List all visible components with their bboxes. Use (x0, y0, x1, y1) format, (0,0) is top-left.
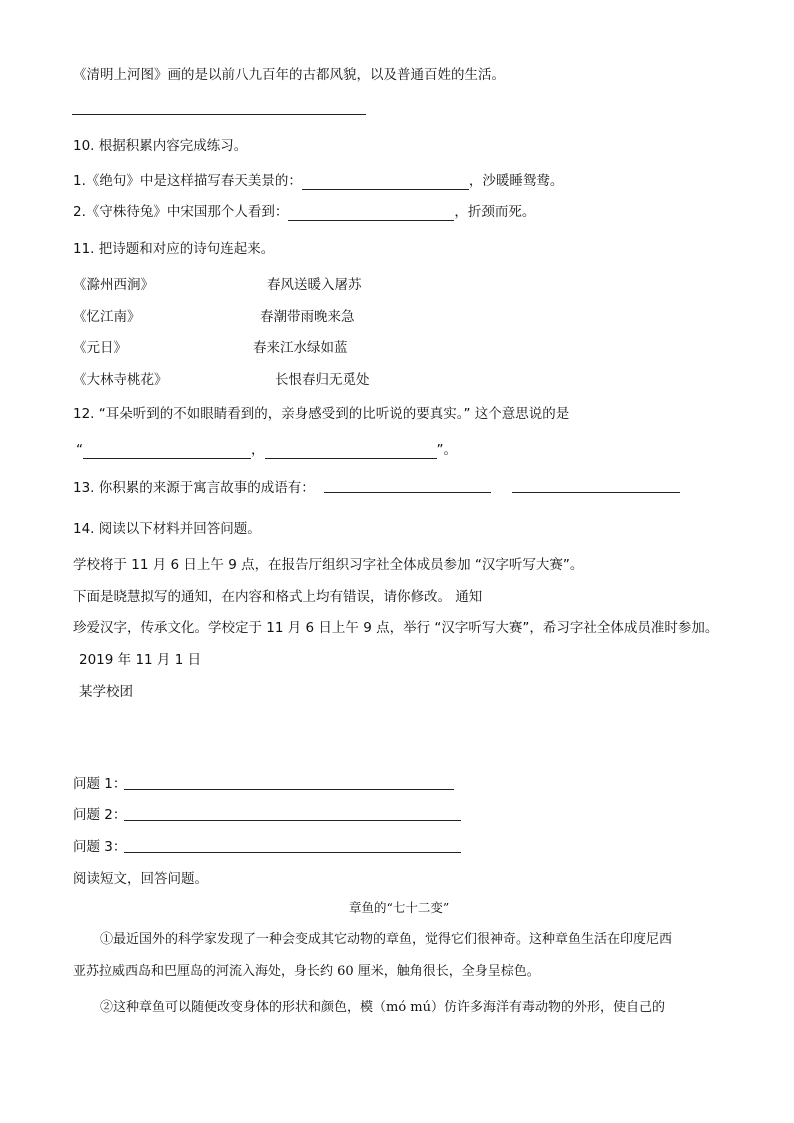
problem-label: 问题 1： (73, 776, 127, 792)
material-paragraph: 下面是晓慧拟写的通知，在内容和格式上均有错误，请你修改。 通知 (73, 589, 483, 605)
close-quote: ”。 (436, 442, 457, 458)
poem-title: 《元日》 (73, 340, 127, 356)
answer-blank[interactable] (288, 206, 454, 221)
question-10-title: 10. 根据积累内容完成练习。 (73, 138, 248, 154)
problem-label: 问题 2： (73, 807, 127, 823)
passage-line: 《清明上河图》画的是以前八九百年的古都风貌，以及普通百姓的生活。 (73, 67, 505, 83)
answer-blank[interactable] (83, 444, 251, 459)
notice-body: 珍爱汉字，传承文化。学校定于 11 月 6 日上午 9 点，举行 “汉字听写大赛”，希习字社全体成员准时参加。 (73, 620, 719, 636)
material-paragraph: 学校将于 11 月 6 日上午 9 点，在报告厅组织习字社全体成员参加 “汉字听写大赛”。 (73, 557, 584, 573)
answer-blank[interactable] (124, 820, 461, 821)
answer-blank[interactable] (324, 492, 491, 493)
poem-line: 春风送暖入屠苏 (267, 277, 362, 293)
question-10-item-2 (73, 203, 535, 221)
notice-date: 2019 年 11 月 1 日 (79, 652, 202, 668)
item-2-suffix: ，折颈而死。 (454, 204, 536, 220)
answer-blank[interactable] (512, 492, 680, 493)
question-11-title: 11. 把诗题和对应的诗句连起来。 (73, 241, 275, 257)
answer-blank[interactable] (302, 175, 469, 190)
answer-blank[interactable] (124, 852, 461, 853)
story-paragraph-2: ②这种章鱼可以随便改变身体的形状和颜色，模（mó mú）仿许多海洋有毒动物的外形，使自己的 (100, 1000, 665, 1015)
poem-line: 春来江水绿如蓝 (253, 340, 348, 356)
question-13-text: 13. 你积累的来源于寓言故事的成语有： (73, 480, 315, 496)
problem-label: 问题 3： (73, 839, 127, 855)
reading-intro: 阅读短文，回答问题。 (73, 871, 208, 887)
poem-line: 春潮带雨晚来急 (260, 309, 355, 325)
item-1-suffix: ，沙暖睡鸳鸯。 (468, 173, 564, 189)
notice-signature: 某学校团 (79, 684, 133, 700)
story-paragraph-1: ①最近国外的科学家发现了一种会变成其它动物的章鱼，觉得它们很神奇。这种章鱼生活在印度尼西 (100, 932, 673, 947)
answer-blank[interactable] (124, 789, 454, 790)
item-1-prefix: 1.《绝句》中是这样描写春天美景的： (73, 173, 302, 189)
poem-title: 《忆江南》 (73, 309, 141, 325)
poem-title: 《大林寺桃花》 (73, 372, 168, 388)
answer-blank[interactable] (72, 114, 366, 115)
poem-line: 长恨春归无觅处 (275, 372, 370, 388)
story-paragraph-1-cont: 亚苏拉威西岛和巴厘岛的河流入海处，身长约 60 厘米，触角很长，全身呈棕色。 (73, 964, 540, 979)
open-quote: “ (76, 442, 83, 458)
question-12-answer (76, 441, 457, 459)
comma: ， (251, 442, 265, 458)
question-10-item-1 (73, 172, 563, 190)
answer-blank[interactable] (265, 444, 437, 459)
question-12-text: 12. “耳朵听到的不如眼睛看到的，亲身感受到的比听说的要真实。” 这个意思说的是 (73, 406, 570, 422)
poem-title: 《滁州西涧》 (73, 277, 154, 293)
question-14-title: 14. 阅读以下材料并回答问题。 (73, 521, 261, 537)
item-2-prefix: 2.《守株待兔》中宋国那个人看到： (73, 204, 289, 220)
story-title: 章鱼的“七十二变” (349, 900, 450, 915)
